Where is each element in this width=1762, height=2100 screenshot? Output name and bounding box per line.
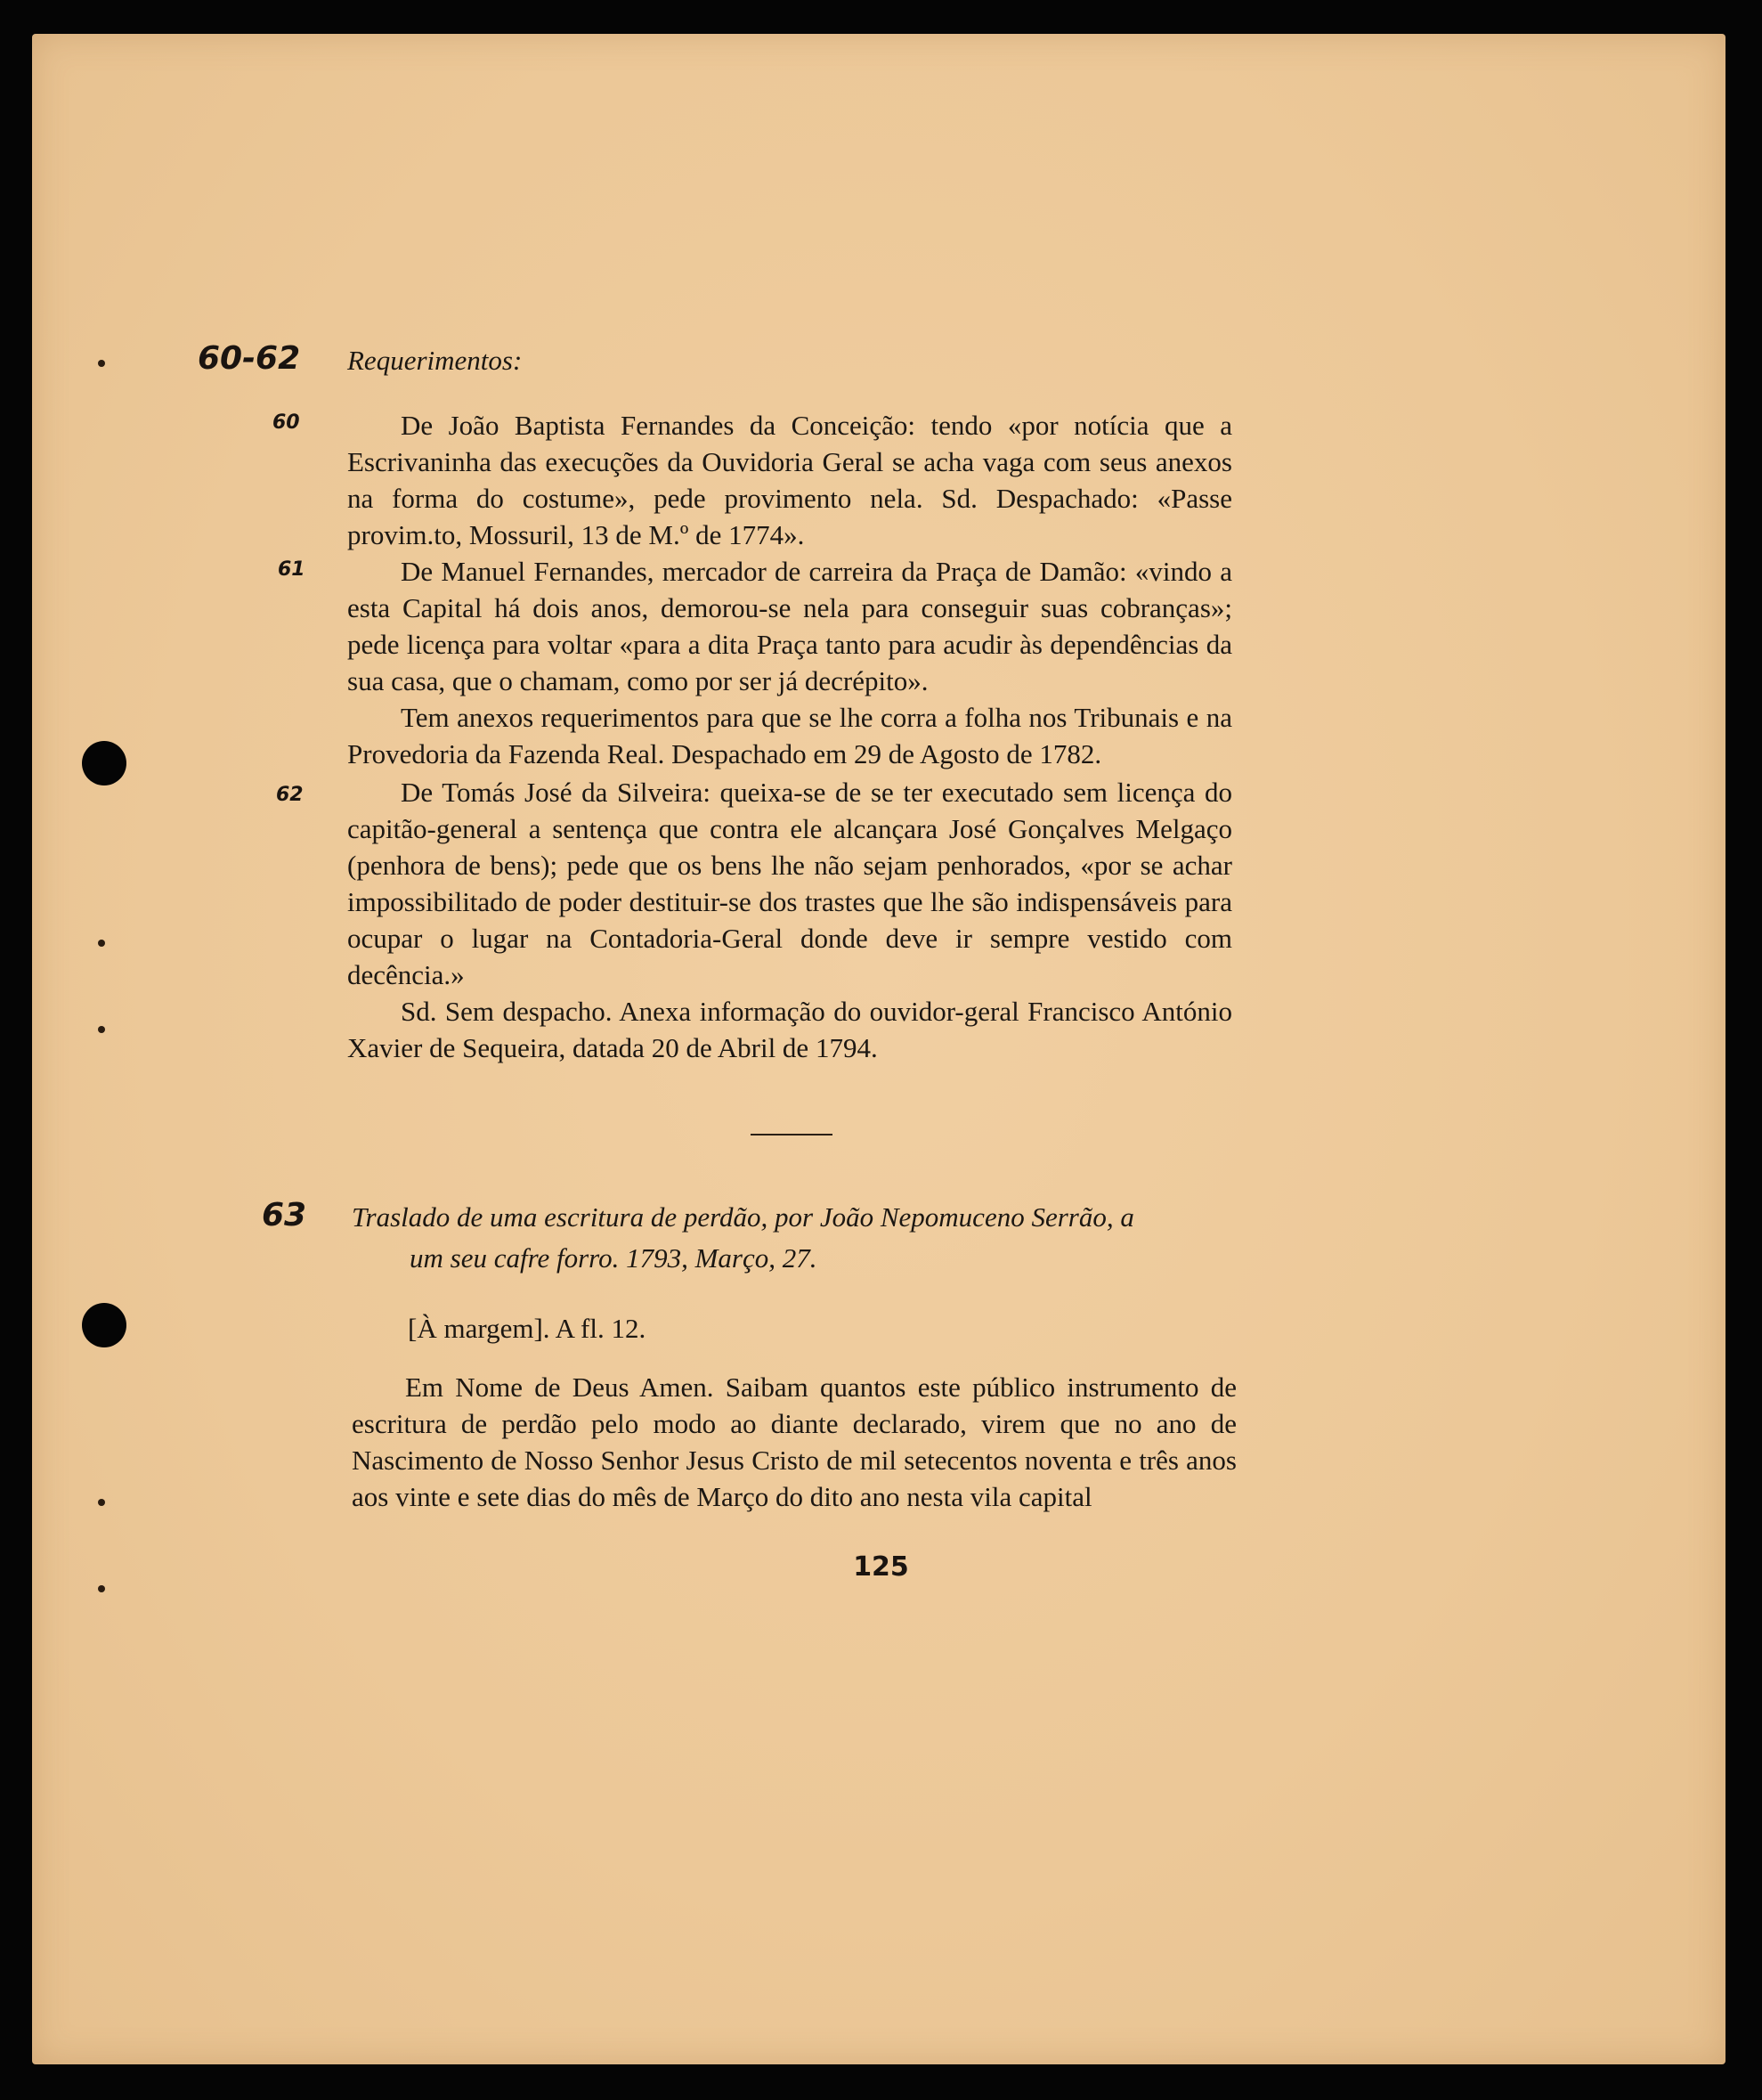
entry-61-text: De Manuel Fernandes, mercador de carreira da Praça de Damão: «vindo a esta Capital há dois anos, demorou-se nela para conseguir suas cobranças»; pede licença para voltar «para a dita Praça tanto para acudir às dependências da sua casa, que o chamam, como por ser já decrépito». xyxy=(347,556,1232,696)
section-divider xyxy=(751,1134,832,1135)
entry-62-note: Sd. Sem despacho. Anexa informação do ouvidor-geral Francisco António Xavier de Sequeira, datada 20 de Abril de 1794. xyxy=(347,996,1232,1063)
entry-num-61: 61 xyxy=(278,558,305,581)
margin-mark xyxy=(98,940,105,947)
section-ref-63: 63 xyxy=(262,1197,307,1233)
entry-num-60: 60 xyxy=(272,411,300,434)
section-63-body: Em Nome de Deus Amen. Saibam quantos este público instrumento de escritura de perdão pelo modo ao diante declarado, virem que no ano de Nascimento de Nosso Senhor Jesus Cristo de mil setecentos noventa e três anos aos vinte e sete dias do mês de Março do dito ano nesta vila capital xyxy=(352,1372,1237,1512)
binder-hole-top xyxy=(82,741,126,785)
entry-61-note: Tem anexos requerimentos para que se lhe corra a folha nos Tribunais e na Provedoria da Fazenda Real. Despachado em 29 de Agosto de 1782. xyxy=(347,702,1232,769)
section-63-title-line2: um seu cafre forro. 1793, Março, 27. xyxy=(410,1242,817,1274)
entry-60-text: De João Baptista Fernandes da Conceição: tendo «por notícia que a Escrivaninha das execuções da Ouvidoria Geral se acha vaga com seus anexos na forma do costume», pede provimento nela. Sd. Despachado: «Passe provim.to, Mossuril, 13 de M.º de 1774». xyxy=(347,410,1232,550)
margin-mark xyxy=(98,360,105,367)
margin-mark xyxy=(98,1026,105,1033)
page-number: 125 xyxy=(853,1551,909,1583)
binder-hole-bottom xyxy=(82,1303,126,1347)
section-ref-60-62: 60-62 xyxy=(198,340,301,377)
margin-mark xyxy=(98,1499,105,1506)
entry-62-text: De Tomás José da Silveira: queixa-se de se ter executado sem licença do capitão-general a sentença que contra ele alcançara José Gonçalves Melgaço (penhora de bens); pede que os bens lhe não sejam penhorados, «por se achar impossibilitado de poder destituir-se dos trastes que lhe são indispensáveis para ocupar o lugar na Contadoria-Geral donde deve ir sempre vestido com decência.» xyxy=(347,777,1232,990)
entry-num-62: 62 xyxy=(276,784,304,806)
section-63-title-line1: Traslado de uma escritura de perdão, por João Nepomuceno Serrão, a xyxy=(352,1201,1134,1233)
section-heading: Requerimentos: xyxy=(347,345,523,376)
margin-note: [À margem]. A fl. 12. xyxy=(408,1313,646,1344)
margin-mark xyxy=(98,1585,105,1592)
